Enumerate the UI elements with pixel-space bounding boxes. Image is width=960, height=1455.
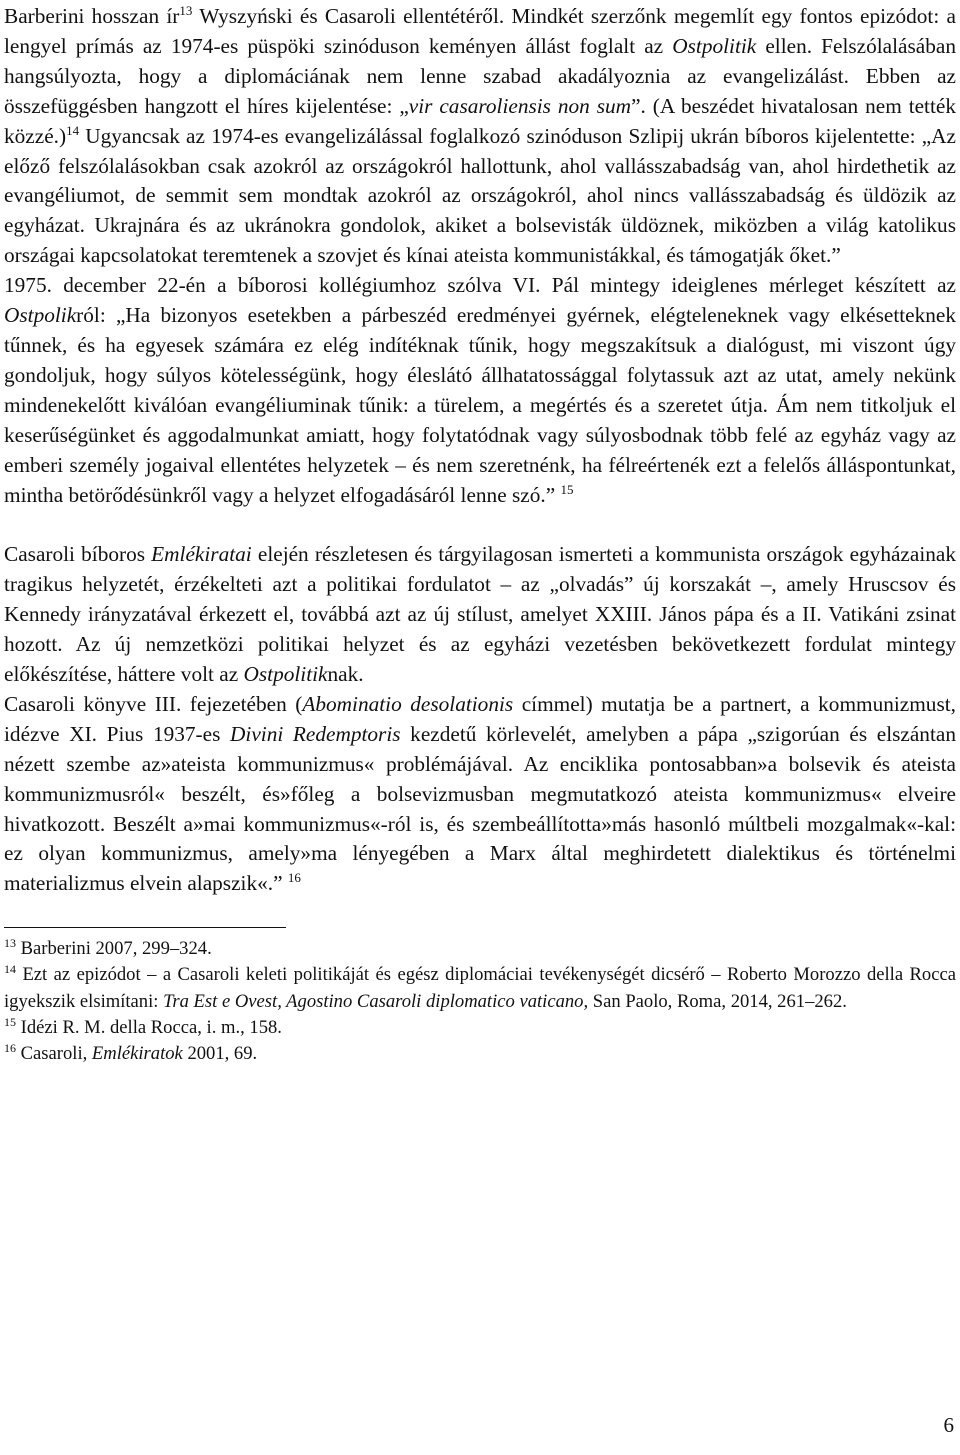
text: nak. [327,662,364,687]
footnote-number: 15 [4,1014,16,1029]
italic-text: Ostpolitik [243,662,328,687]
footnote-ref-14[interactable]: 14 [66,122,80,138]
italic-text: Abominatio desolationis [302,691,514,716]
footnote-number: 14 [4,962,16,977]
text: Casaroli könyve III. fejezetében ( [4,691,303,716]
document-page [4,2,956,1067]
footnote-number: 16 [4,1040,16,1055]
paragraph-casaroli-book [4,690,956,899]
italic-text: Divini Redemptoris [230,721,401,746]
footnote-16 [4,1041,956,1067]
footnote-divider [4,927,286,928]
italic-text: Emlékiratok [91,1043,183,1065]
italic-text: Tra Est e Ovest, Agostino Casaroli diplomatico vaticano, [163,990,589,1012]
text: Casaroli bíboros [4,542,152,567]
italic-text: vir casaroliensis non sum [408,93,632,118]
footnote-ref-16[interactable]: 16 [287,870,301,886]
text: Ugyancsak az 1974-es evangelizálással foglalkozó szinóduson Szlipij ukrán bíboros kijelentette: „Az előző felszólalásokban csak azokról az országokról hallottunk, ahol vallásszabadság van, ahol hirdethetik az evangéliumot, de semmit sem mondtak azokról az országokról, ahol nincs vallásszabadság és üldözik az egyházat. Ukrajnára és az ukránokra gondolok, akiket a bolsevisták üldöznek, miközben a világ katolikus országai kapcsolatokat teremtenek a szovjet és kínai ateista kommunistákkal, és támogatják őket.” [4,123,956,268]
footnote-ref-15[interactable]: 15 [560,481,574,497]
footnote-text: Ezt az epizódot – a Casaroli keleti politikáját és egész diplomáciai tevékenységét dicsérő – Roberto Morozzo della Rocca igyekszik elsimítani: [4,964,956,1012]
text: ellen. Felszólalásában hangsúlyozta, hogy a diplomáciának nem lenne szabad akadályoznia az evangelizálást. Ebben az összefüggésben hangzott el híres kijelentése: „ [4,33,956,118]
footnote-14 [4,962,956,1014]
footnote-13 [4,936,956,962]
italic-text: Ostpolitik [672,33,757,58]
footnote-15 [4,1015,956,1041]
text: Barberini hosszan ír [4,4,180,28]
text: ”. (A beszédet hivatalosan nem tették közzé.) [4,93,956,148]
footnote-number: 13 [4,936,16,951]
paragraph-casaroli-memoirs [4,540,956,690]
page-number: 6 [943,1413,954,1437]
text: elején részletesen és tárgyilagosan ismerteti a kommunista országok egyházainak tragikus helyzetét, érzékelteti azt a politikai fordulatot – az „olvadás” új korszakát –, amely Hruscsov és Kennedy irányzatával érkezett el, továbbá azt az új stílust, amelyet XXIII. János pápa és a II. Vatikáni zsinat hozott. Az új nemzetközi politikai helyzet és az egyházi vezetésben bekövetkezett fordulat mintegy előkészítése, háttere volt az [4,542,956,687]
italic-text: Ostpolik [4,303,77,328]
footnote-text: Barberini 2007, 299–324. [16,938,212,960]
paragraph-pope-paul [4,271,956,510]
paragraph-barberini [4,2,956,271]
footnote-text: San Paolo, Roma, 2014, 261–262. [588,990,847,1012]
footnote-ref-13[interactable]: 13 [179,2,193,18]
text: Wyszyński és Casaroli ellentétéről. Mindkét szerzőnk megemlít egy fontos epizódot: a lengyel prímás az 1974-es püspöki szinóduson keményen állást foglalt az [4,4,956,58]
text: ról: „Ha bizonyos esetekben a párbeszéd eredményei gyérnek, elégteleneknek vagy elkésetteknek tűnnek, és ha egyesek számára ez elég indítéknak tűnik, hogy megszakítsuk a dialógust, mi viszont úgy gondoljuk, hogy súlyos kötelességünk, hogy éleslátó állhatatossággal folytassuk azt az utat, amely nekünk mindenekelőtt kiválóan evangéliuminak tűnik: a türelem, a megértés és a szeretet útja. Ám nem titkoljuk el keserűségünket és aggodalmunkat amiatt, hogy folytatódnak vagy súlyosbodnak több felé az egyház vagy az emberi személy jogaival ellentétes helyzetek – és nem szeretnénk, ha félreértenék ezt a felelős álláspontunkat, mintha betörődésünkről vagy a helyzet elfogadásáról lenne szó.” [4,303,956,507]
footnote-text: Casaroli, [16,1043,92,1065]
footnote-text: 2001, 69. [182,1043,258,1065]
text: címmel) mutatja be a partnert, a kommunizmust, idézve XI. Pius 1937-es [4,691,956,746]
italic-text: Emlékiratai [151,542,252,567]
text: 1975. december 22-én a bíborosi kollégiumhoz szólva VI. Pál mintegy ideiglenes mérleget készített az [4,273,956,298]
text: kezdetű körlevelét, amelyben a pápa „szigorúan és elszántan nézett szembe az»ateista kommunizmus« problémájával. Az enciklika pontosabban»a bolsevik és ateista kommunizmusról« beszélt, és»főleg a bolsevizmusban megmutatkozó ateista kommunizmus« elveire hivatkozott. Beszélt a»mai kommunizmus«-ról is, és szembeállította»más hasonló múltbeli mozgalmak«-kal: ez olyan kommunizmus, amely»ma lényegében a Marx által meghirdetett dialektikus és történelmi materializmus elvein alapszik«.” [4,721,956,896]
footnote-text: Idézi R. M. della Rocca, i. m., 158. [16,1016,282,1038]
